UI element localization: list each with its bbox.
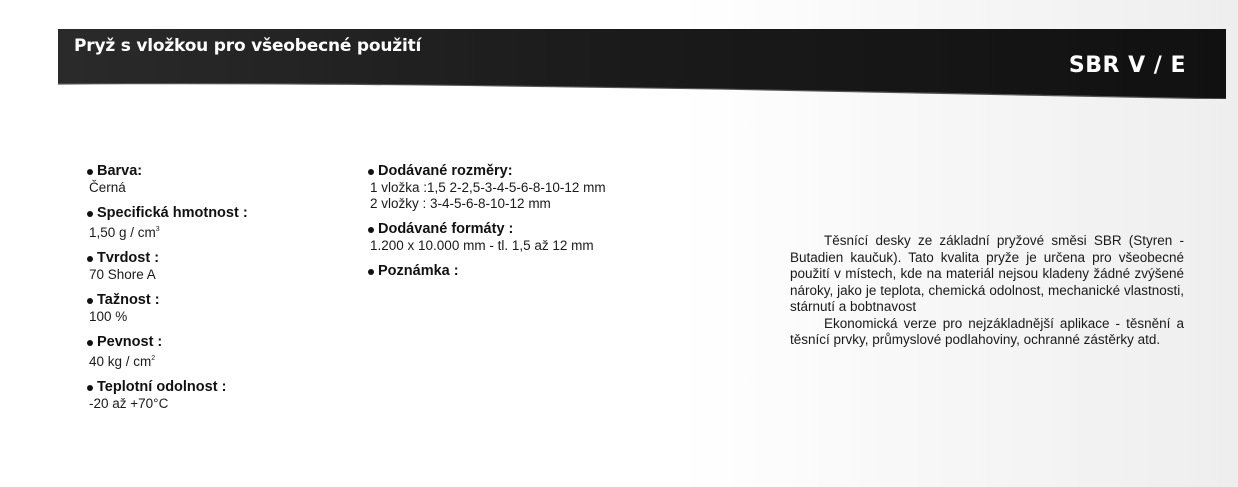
bullet-icon xyxy=(368,227,374,233)
property-value: 1.200 x 10.000 mm - tl. 1,5 až 12 mm xyxy=(370,238,594,253)
bullet-icon xyxy=(87,169,93,175)
property-value: 1,50 g / $cm^3$ xyxy=(89,225,160,240)
description-paragraph: Těsnící desky ze základní pryžové směsi SBR (Styren - Butadien kaučuk). Tato kvalita pryže je určena pro všeobecné použití v místech, kde na materiál nejsou kladeny žádné zvýšené nároky, jako je teplota, chemická odolnost, mechanické vlastnosti, stárnutí a bobtnavost xyxy=(790,233,1184,314)
note xyxy=(368,263,728,280)
bullet-icon xyxy=(87,298,93,304)
bullet-icon xyxy=(368,169,374,175)
property-color xyxy=(87,163,347,196)
product-description xyxy=(790,233,1184,349)
property-value: 40 kg / $cm^2$ xyxy=(89,354,156,369)
property-label: Poznámka : xyxy=(378,263,459,279)
property-value: 100 % xyxy=(89,309,128,324)
property-label: Barva: xyxy=(97,163,143,179)
property-label: Dodávané formáty : xyxy=(378,221,514,237)
supplied-dimensions xyxy=(368,163,728,212)
property-label: Tvrdost : xyxy=(97,250,160,266)
property-label: Dodávané rozměry: xyxy=(378,163,513,179)
property-temperature xyxy=(87,379,347,412)
bullet-icon xyxy=(87,340,93,346)
bullet-icon xyxy=(368,269,374,275)
property-value: -20 až +70°C xyxy=(89,396,169,411)
property-hardness xyxy=(87,250,347,283)
property-value: 1 vložka :1,5 2-2,5-3-4-5-6-8-10-12 mm xyxy=(370,180,606,195)
property-label: Specifická hmotnost : xyxy=(97,205,248,221)
bullet-icon xyxy=(87,211,93,217)
property-value: Černá xyxy=(89,180,126,195)
property-strength xyxy=(87,334,347,370)
bullet-icon xyxy=(87,256,93,262)
property-elongation xyxy=(87,292,347,325)
property-value: 2 vložky : 3-4-5-6-8-10-12 mm xyxy=(370,196,551,211)
supply-column xyxy=(368,163,728,289)
property-label: Pevnost : xyxy=(97,334,163,350)
supplied-formats xyxy=(368,221,728,254)
property-label: Tažnost : xyxy=(97,292,160,308)
product-code: SBR V / E xyxy=(1068,53,1186,78)
description-paragraph: Ekonomická verze pro nejzákladnější aplikace - těsnění a těsnící prvky, průmyslové podlahoviny, ochranné zástěrky atd. xyxy=(790,315,1184,347)
bullet-icon xyxy=(87,385,93,391)
page-title: Pryž s vložkou pro všeobecné použití xyxy=(74,36,422,56)
property-label: Teplotní odolnost : xyxy=(97,379,227,395)
property-density xyxy=(87,205,347,241)
properties-column xyxy=(87,163,347,421)
property-value: 70 Shore A xyxy=(89,267,156,282)
